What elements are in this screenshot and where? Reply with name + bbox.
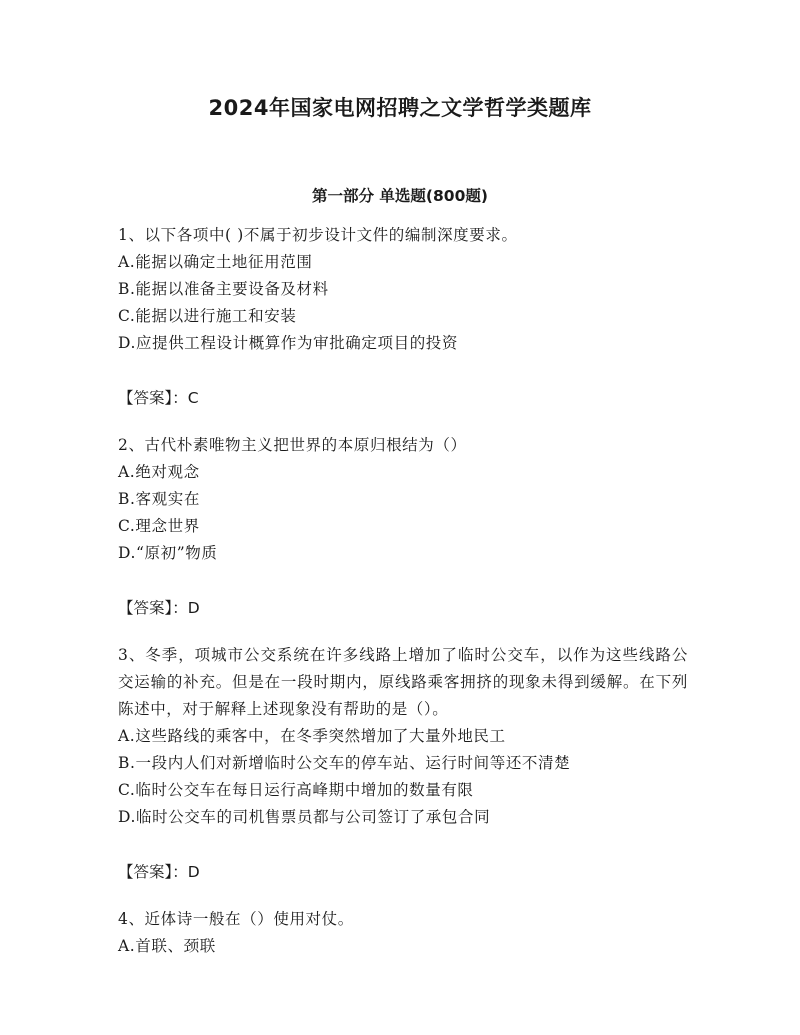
question-3 xyxy=(118,642,688,886)
question-stem: 4、近体诗一般在（）使用对仗。 xyxy=(118,910,354,928)
answer-prefix: 【答案】： xyxy=(118,863,188,881)
question-list xyxy=(118,222,688,960)
section-title: 第一部分 单选题(800题) xyxy=(312,187,488,205)
question-option: A.绝对观念 xyxy=(118,463,200,481)
answer-line xyxy=(118,595,688,622)
answer-line xyxy=(118,385,688,412)
question-4 xyxy=(118,906,688,960)
document-title: 2024年国家电网招聘之文学哲学类题库 xyxy=(208,96,592,120)
answer-value: C xyxy=(187,389,199,407)
question-option: B.能据以准备主要设备及材料 xyxy=(118,280,329,298)
question-option: A.首联、颈联 xyxy=(118,937,216,955)
question-option: A.这些路线的乘客中，在冬季突然增加了大量外地民工 xyxy=(118,727,506,745)
question-option: D.应提供工程设计概算作为审批确定项目的投资 xyxy=(118,334,459,352)
question-option: C.能据以进行施工和安装 xyxy=(118,307,297,325)
question-option: B.客观实在 xyxy=(118,490,200,508)
answer-prefix: 【答案】： xyxy=(118,599,188,617)
question-stem: 2、古代朴素唯物主义把世界的本原归根结为（） xyxy=(118,436,467,454)
question-1 xyxy=(118,222,688,412)
question-option: D.“原初”物质 xyxy=(118,544,218,562)
question-option: B.一段内人们对新增临时公交车的停车站、运行时间等还不清楚 xyxy=(118,754,571,772)
question-stem: 1、以下各项中( )不属于初步设计文件的编制深度要求。 xyxy=(118,226,518,244)
question-option: D.临时公交车的司机售票员都与公司签订了承包合同 xyxy=(118,808,491,826)
question-stem: 3、冬季，项城市公交系统在许多线路上增加了临时公交车，以作为这些线路公交运输的补充。但是在一段时期内，原线路乘客拥挤的现象未得到缓解。在下列陈述中，对于解释上述现象没有帮助的是（）。 xyxy=(118,646,688,718)
answer-value: D xyxy=(187,599,200,617)
answer-prefix: 【答案】： xyxy=(118,389,188,407)
answer-line xyxy=(118,859,688,886)
answer-value: D xyxy=(187,863,200,881)
question-option: A.能据以确定土地征用范围 xyxy=(118,253,313,271)
question-2 xyxy=(118,432,688,622)
question-option: C.理念世界 xyxy=(118,517,200,535)
question-option: C.临时公交车在每日运行高峰期中增加的数量有限 xyxy=(118,781,474,799)
